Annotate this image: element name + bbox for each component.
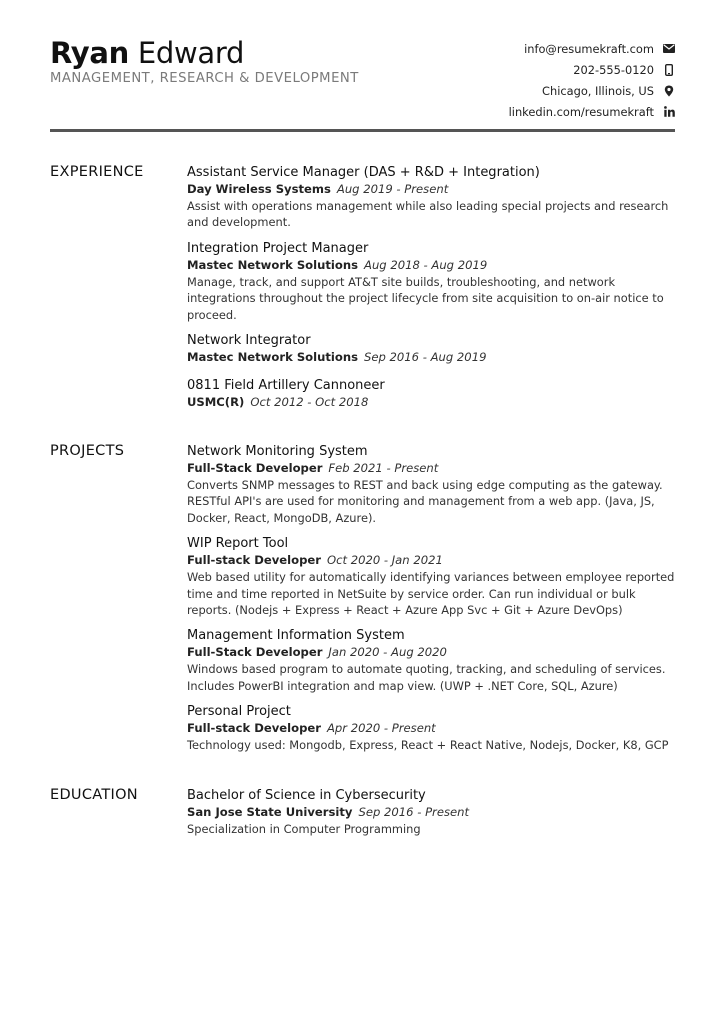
section-title-projects: PROJECTS [50, 443, 125, 459]
entry-org: USMC(R) [187, 395, 245, 410]
header-divider [50, 129, 675, 132]
entry-title: 0811 Field Artillery Cannoneer [187, 378, 385, 394]
entry-subtitle [187, 720, 677, 737]
entry-description: Manage, track, and support AT&T site builds, troubleshooting, and network integrations throughout the project lifecycle from site acquisition to on-air notice to proceed. [187, 274, 664, 322]
entry-org: Day Wireless Systems [187, 182, 331, 196]
experience-entry [187, 332, 677, 366]
entry-title: Network Monitoring System [187, 444, 368, 459]
project-entry [187, 443, 677, 526]
email-text: info@resumekraft.com [524, 41, 654, 56]
entry-org: Full-Stack Developer [187, 461, 323, 475]
mobile-phone-icon [663, 64, 675, 76]
entry-date: Jan 2020 - Aug 2020 [328, 645, 447, 660]
envelope-icon [663, 43, 675, 55]
project-entry [187, 535, 677, 618]
entry-date: Apr 2020 - Present [326, 721, 436, 736]
project-entries [187, 443, 677, 754]
entry-subtitle [187, 181, 677, 198]
project-entry [187, 627, 677, 694]
contact-location [509, 80, 675, 101]
entry-subtitle [187, 394, 677, 411]
entry-description: Converts SNMP messages to REST and back using edge computing as the gateway. RESTful API's are used for monitoring and management from a web app. (Java, JS, Docker, React, MongoDB, Azure). [187, 478, 663, 525]
entry-title: Integration Project Manager [187, 240, 369, 256]
entry-subtitle [187, 804, 677, 821]
entry-subtitle [187, 257, 677, 274]
entry-subtitle [187, 460, 677, 477]
first-name: Ryan [50, 36, 129, 70]
contact-phone [509, 59, 675, 80]
entry-title: Bachelor of Science in Cybersecurity [187, 788, 426, 803]
section-title-education: EDUCATION [50, 787, 138, 803]
linkedin-icon [663, 106, 675, 118]
experience-entries [187, 164, 677, 411]
education-entries [187, 787, 677, 837]
linkedin-text: linkedin.com/resumekraft [508, 104, 654, 119]
entry-date: Sep 2016 - Present [358, 805, 470, 819]
location-text: Chicago, Illinois, US [542, 83, 654, 98]
entry-subtitle [187, 552, 677, 569]
entry-date: Aug 2018 - Aug 2019 [364, 257, 488, 272]
last-name: Edward [137, 36, 245, 70]
map-pin-icon [663, 85, 675, 97]
entry-date: Feb 2021 - Present [328, 461, 439, 475]
entry-description: Assist with operations management while also leading special projects and research and development. [187, 199, 669, 230]
entry-description: Web based utility for automatically identifying variances between employee reported time and time reported in NetSuite by service order. Can run individual or bulk reports. (Nodejs + Express + React + Azure App Svc + Git + Azure DevOps) [187, 570, 675, 618]
experience-entry [187, 377, 677, 411]
phone-text: 202-555-0120 [573, 62, 654, 77]
entry-description: Specialization in Computer Programming [187, 822, 421, 836]
entry-date: Sep 2016 - Aug 2019 [364, 350, 487, 365]
entry-subtitle [187, 644, 677, 661]
entry-date: Aug 2019 - Present [336, 182, 449, 196]
experience-entry [187, 240, 677, 323]
entry-org: Full-stack Developer [187, 553, 321, 568]
contact-block [509, 38, 675, 122]
contact-linkedin [509, 101, 675, 122]
entry-title: Management Information System [187, 628, 405, 644]
entry-title: Assistant Service Manager (DAS + R&D + Integration) [187, 165, 540, 180]
project-entry [187, 703, 677, 753]
entry-title: Personal Project [187, 704, 291, 720]
entry-description: Windows based program to automate quoting, tracking, and scheduling of services. Includes PowerBI integration and map view. (UWP + .NET Core, SQL, Azure) [187, 662, 666, 693]
entry-org: San Jose State University [187, 805, 353, 819]
entry-org: Mastec Network Solutions [187, 257, 359, 272]
entry-description: Technology used: Mongodb, Express, React + React Native, Nodejs, Docker, K8, GCP [187, 738, 669, 753]
section-title-experience: EXPERIENCE [50, 164, 144, 180]
entry-title: WIP Report Tool [187, 536, 289, 552]
education-entry [187, 787, 677, 837]
experience-entry [187, 164, 677, 231]
contact-email [509, 38, 675, 59]
entry-date: Oct 2020 - Jan 2021 [326, 553, 443, 568]
job-subtitle: MANAGEMENT, RESEARCH & DEVELOPMENT [50, 71, 359, 86]
entry-org: Full-Stack Developer [187, 645, 323, 660]
entry-title: Network Integrator [187, 333, 311, 349]
entry-date: Oct 2012 - Oct 2018 [250, 395, 369, 410]
entry-org: Mastec Network Solutions [187, 350, 359, 365]
entry-org: Full-stack Developer [187, 721, 321, 736]
entry-subtitle [187, 349, 677, 366]
